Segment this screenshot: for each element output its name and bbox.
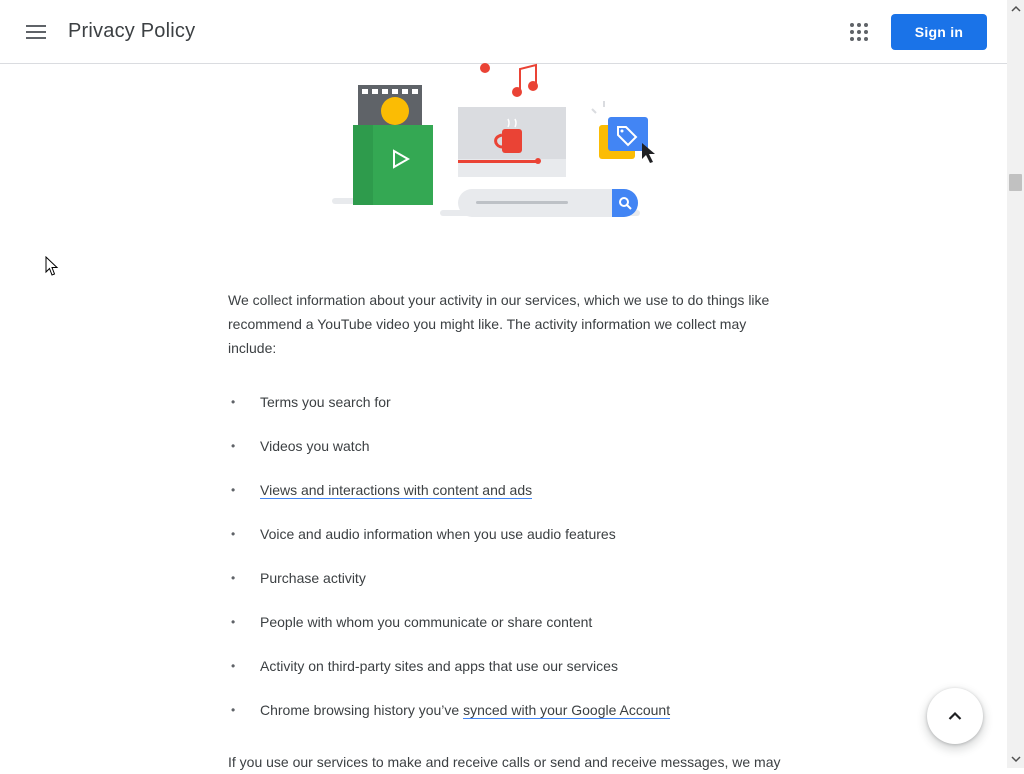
vertical-scrollbar[interactable] — [1007, 0, 1024, 768]
main-content — [228, 288, 784, 742]
apps-grid-icon — [850, 23, 868, 41]
synced-account-link[interactable]: synced with your Google Account — [463, 702, 671, 718]
sign-in-button[interactable]: Sign in — [891, 14, 987, 50]
scroll-down-arrow-icon — [1011, 756, 1021, 763]
scroll-up-arrow-icon — [1011, 5, 1021, 12]
google-apps-button[interactable] — [841, 14, 877, 50]
menu-button[interactable] — [18, 14, 54, 50]
list-item: • Chrome browsing history you’ve synced with your Google Account — [231, 702, 671, 718]
list-item: • Purchase activity — [231, 570, 366, 586]
activity-list — [228, 390, 784, 742]
list-item-text: Terms you search for — [260, 394, 391, 410]
continuation-paragraph: If you use our services to make and receive calls or send and receive messages, we may — [228, 754, 781, 770]
activity-illustration — [330, 55, 670, 225]
list-item-text: Voice and audio information when you use audio features — [260, 526, 616, 542]
mouse-pointer-icon — [45, 256, 59, 277]
list-item-text: Activity on third-party sites and apps that use our services — [260, 658, 618, 674]
back-to-top-button[interactable] — [927, 688, 983, 744]
scroll-up-button[interactable] — [1007, 0, 1024, 17]
list-item: • Activity on third-party sites and apps that use our services — [231, 658, 618, 674]
list-item-text: Videos you watch — [260, 438, 370, 454]
list-item: • Videos you watch — [231, 438, 370, 454]
list-item-text: Purchase activity — [260, 570, 366, 586]
page-title: Privacy Policy — [68, 20, 196, 42]
list-item: • People with whom you communicate or share content — [231, 614, 593, 630]
list-item-text: Chrome browsing history you’ve — [260, 702, 464, 718]
chevron-up-icon — [948, 711, 962, 721]
list-item: • Terms you search for — [231, 394, 391, 410]
intro-paragraph: We collect information about your activity in our services, which we use to do things like recommend a YouTube video you might like. The activity information we collect may include: — [228, 292, 770, 356]
scroll-down-button[interactable] — [1007, 751, 1024, 768]
hamburger-menu-icon — [26, 25, 46, 39]
views-interactions-link[interactable]: Views and interactions with content and ads — [260, 482, 533, 498]
list-item-text: People with whom you communicate or share content — [260, 614, 593, 630]
list-item: • Voice and audio information when you use audio features — [231, 526, 616, 542]
scrollbar-thumb[interactable] — [1009, 174, 1022, 191]
list-item: • Views and interactions with content and ads — [231, 482, 533, 498]
